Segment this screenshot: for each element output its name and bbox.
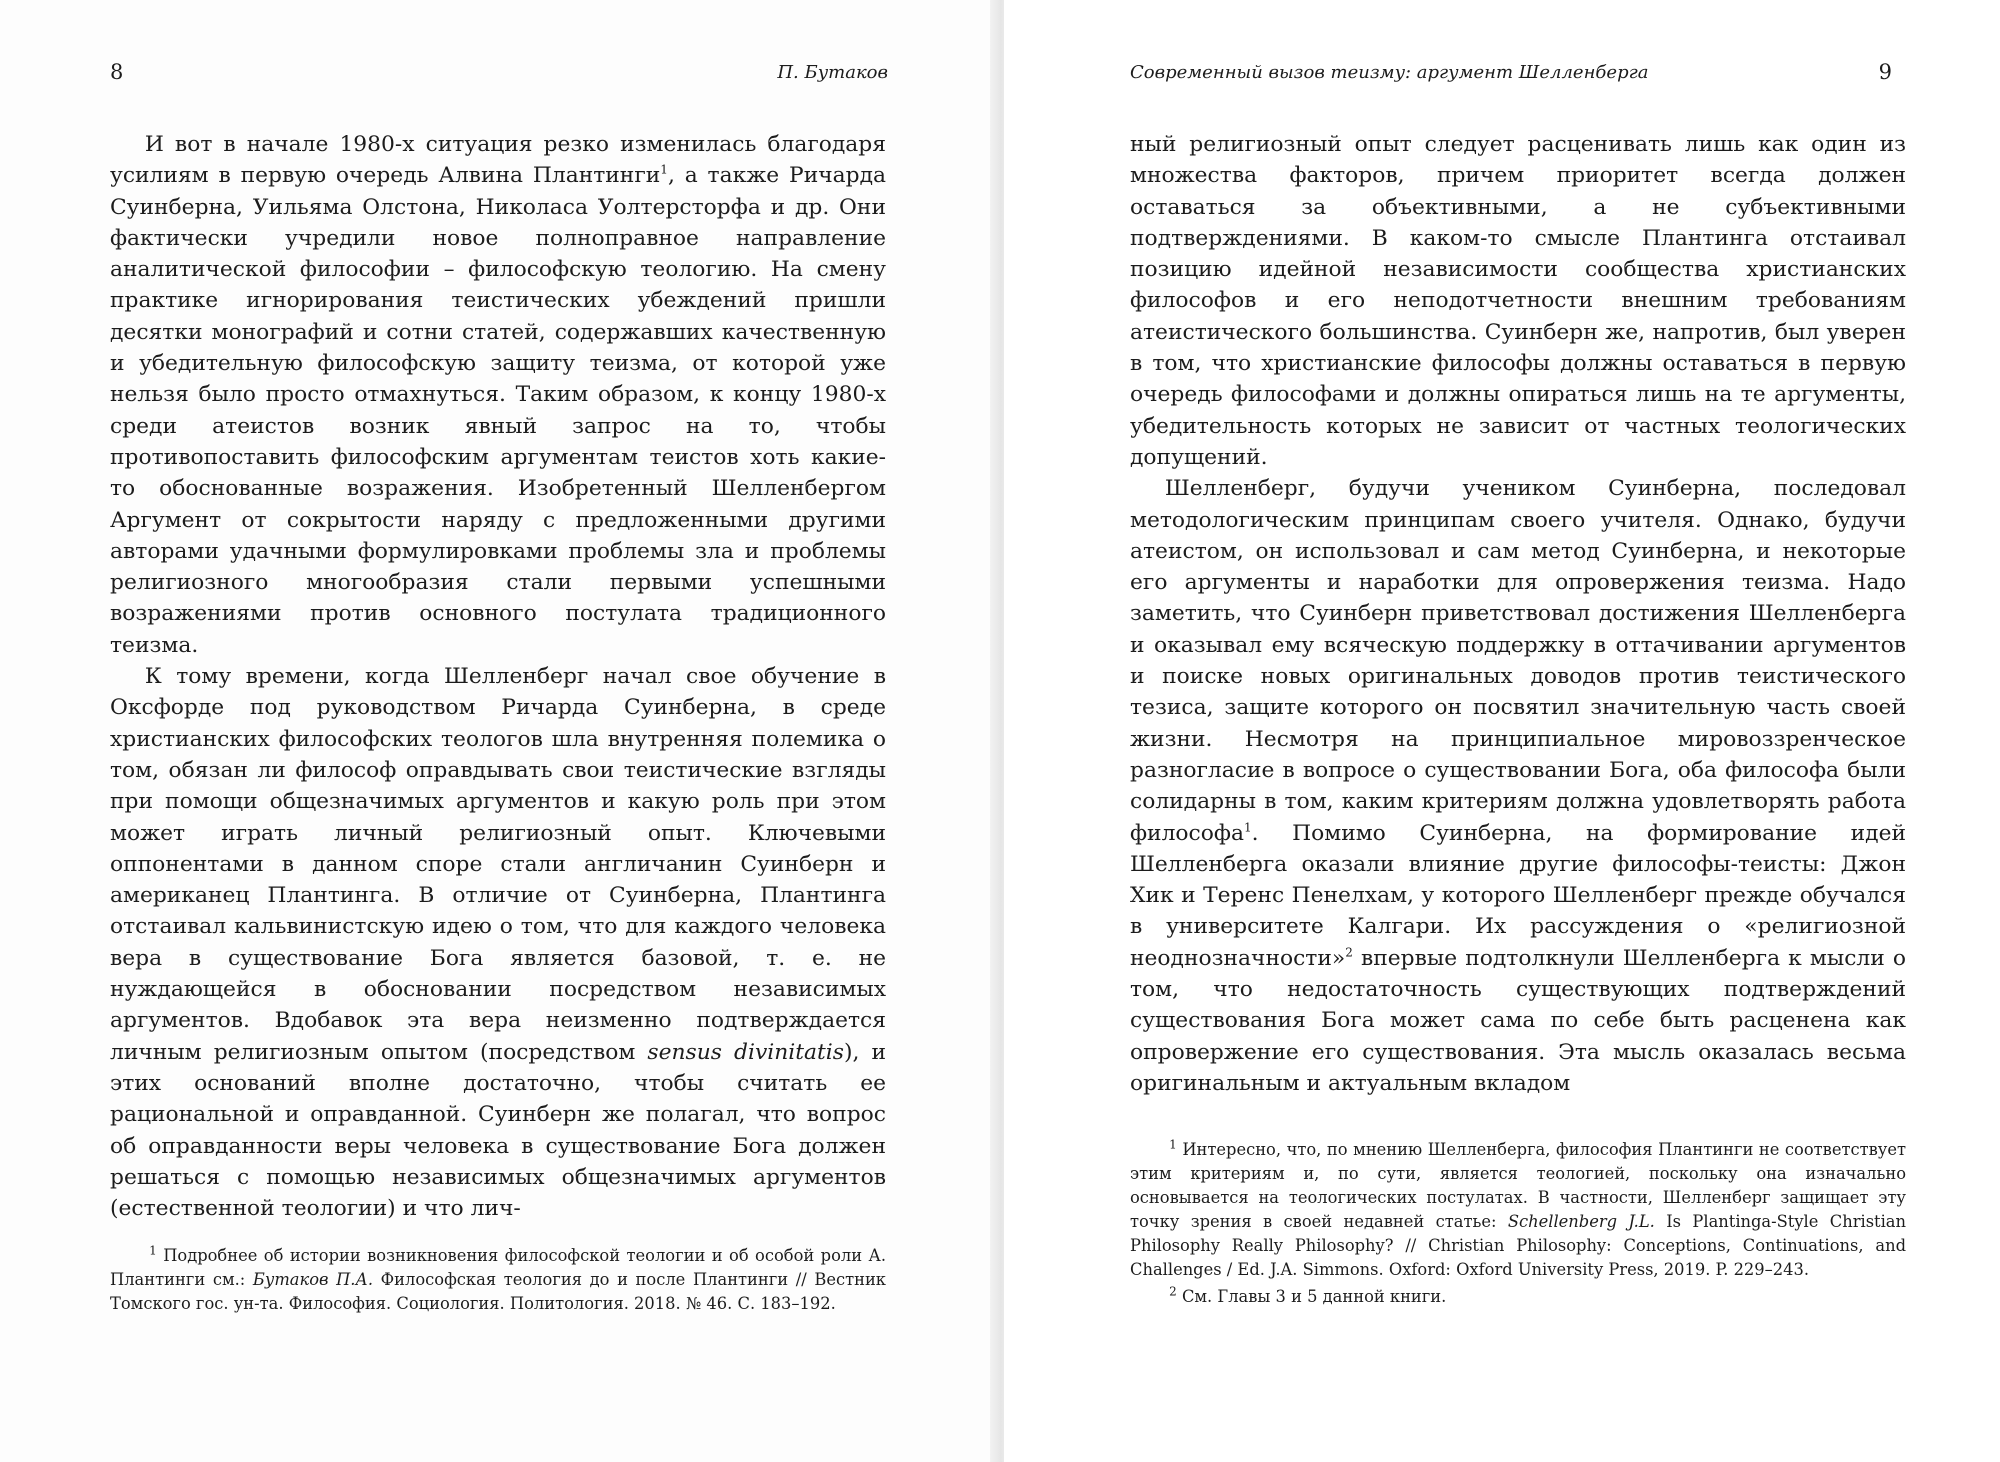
paragraph-text: , а также Ричарда Суинберна, Уильяма Олстона, Николаса Уолтерсторфа и др. Они фактически учредили новое полноправное направление аналитической философии – философскую теологию. На смену практике игнорирования теистических убеждений пришли десятки монографий и сотни статей, содержавших качественную и убедительную философскую защиту теизма, от которой уже нельзя было просто отмахнуться. Таким образом, к концу 1980-х среди атеистов возник явный запрос на то, чтобы противопоставить философским аргументам теистов хоть какие-то обоснованные возражения. Изобретенный Шелленбергом Аргумент от сокрытости наряду с предложенными другими авторами удачными формулировками проблемы зла и проблемы религиозного многообразия стали первыми успешными возражениями против основного постулата традиционного теизма. xyxy=(110,163,886,658)
footnote-author: Schellenberg J.L. xyxy=(1507,1212,1655,1231)
running-head: П. Бутаков xyxy=(777,62,888,83)
footnote-reference[interactable]: 2 xyxy=(1345,945,1353,960)
body-text xyxy=(1130,129,1906,1099)
paragraph xyxy=(1130,129,1906,473)
footnote-reference[interactable]: 1 xyxy=(1243,820,1252,835)
paragraph xyxy=(110,129,886,661)
paragraph-text: ный религиозный опыт следует расценивать лишь как один из множества факторов, причем приоритет всегда должен оставаться за объективными, а не субъективными подтверждениями. В каком-то смысле Плантинга отстаивал позицию идейной независимости сообщества христианских философов и его неподотчетности внешним требованиям атеистического большинства. Суинберн же, напротив, был уверен в том, что христианские философы должны оставаться в первую очередь философами и должны опираться лишь на те аргументы, убедительность которых не зависит от частных теологических допущений. xyxy=(1130,132,1906,470)
footnote-text: Подробнее об истории возникновения философской теологии и об особой роли А. Плантинги см.: xyxy=(110,1246,886,1289)
page-number: 8 xyxy=(110,60,124,84)
paragraph-text: К тому времени, когда Шелленберг начал свое обучение в Оксфорде под руководством Ричарда Суинберна, в среде христианских философских теологов шла внутренняя полемика о том, обязан ли философ оправдывать свои теистические взгляды при помощи общезначимых аргументов и какую роль при этом может играть личный религиозный опыт. Ключевыми оппонентами в данном споре стали англичанин Суинберн и американец Плантинга. В отличие от Суинберна, Плантинга отстаивал кальвинистскую идею о том, что для каждого человека вера в существование Бога является базовой, т. е. не нуждающейся в обосновании посредством независимых аргументов. Вдобавок эта вера неизменно подтверждается личным религиозным опытом (посредством xyxy=(110,664,886,1065)
paragraph xyxy=(110,661,886,1224)
paragraph-text: . Помимо Суинберна, на формирование идей Шелленберга оказали влияние другие философы-теисты: Джон Хик и Теренс Пенелхам, у которого Шелленберг прежде обучался в университете Калгари. Их рассуждения о «религиозной неоднозначности» xyxy=(1130,820,1906,971)
right-page xyxy=(1004,0,2000,1462)
footnote xyxy=(1130,1138,1906,1282)
footnote-marker: 1 xyxy=(1169,1137,1177,1152)
footnote-text: См. Главы 3 и 5 данной книги. xyxy=(1181,1287,1447,1306)
body-text xyxy=(110,129,886,1224)
paragraph-text: Шелленберг, будучи учеником Суинберна, последовал методологическим принципам своего учителя. Однако, будучи атеистом, он использовал и сам метод Суинберна, и некоторые его аргументы и наработки для опровержения теизма. Надо заметить, что Суинберн приветствовал достижения Шелленберга и оказывал ему всяческую поддержку в оттачивании аргументов и поиске новых оригинальных доводов против теистического тезиса, защите которого он посвятил значительную часть своей жизни. Несмотря на принципиальное мировоззренческое разногласие в вопросе о существовании Бога, оба философа были солидарны в том, каким критериям должна удовлетворять работа философа xyxy=(1130,476,1906,846)
latin-term: sensus divinitatis xyxy=(647,1039,844,1065)
footnote-text: Интересно, что, по мнению Шелленберга, философия Плантинги не соответствует этим критериям и, по сути, является теологией, поскольку она изначально основывается на теологических постулатах. В частности, Шелленберг защищает эту точку зрения в своей недавней статье: xyxy=(1130,1140,1906,1231)
footnote-marker: 2 xyxy=(1169,1284,1177,1299)
footnote xyxy=(110,1244,886,1316)
footnote-marker: 1 xyxy=(149,1243,157,1258)
footnote-reference[interactable]: 1 xyxy=(660,163,668,178)
footnotes xyxy=(1130,1138,1906,1312)
paragraph-text: И вот в начале 1980-х ситуация резко изменилась благодаря усилиям в первую очередь Алвина Плантинги xyxy=(110,132,886,189)
footnote-text: Философская теология до и после Плантинги // Вестник Томского гос. ун-та. Философия. Социология. Политология. 2018. № 46. С. 183–192. xyxy=(110,1270,886,1313)
left-page xyxy=(0,0,996,1462)
page-number: 9 xyxy=(1878,60,1892,84)
paragraph-text: ), и этих оснований вполне достаточно, чтобы считать ее рациональной и оправданной. Суинберн же полагал, что вопрос об оправданности веры человека в существование Бога должен решаться с помощью независимых общезначимых аргументов (естественной теологии) и что лич- xyxy=(110,1039,886,1222)
footnote xyxy=(1130,1285,1906,1309)
footnote-author: Бутаков П.А. xyxy=(252,1270,373,1289)
footnotes xyxy=(110,1244,886,1319)
paragraph xyxy=(1130,473,1906,1099)
running-head: Современный вызов теизму: аргумент Шелленберга xyxy=(1130,62,1649,83)
footnote-text: Is Plantinga-Style Christian Philosophy Really Philosophy? // Christian Philosophy: Conceptions, Continuations, and Challenges / Ed. J.A. Simmons. Oxford: Oxford University Press, 2019. P. 229–243. xyxy=(1130,1212,1906,1279)
paragraph-text: впервые подтолкнули Шелленберга к мысли о том, что недостаточность существующих подтверждений существования Бога может сама по себе быть расценена как опровержение его существования. Эта мысль оказалась весьма оригинальным и актуальным вкладом xyxy=(1130,945,1906,1096)
